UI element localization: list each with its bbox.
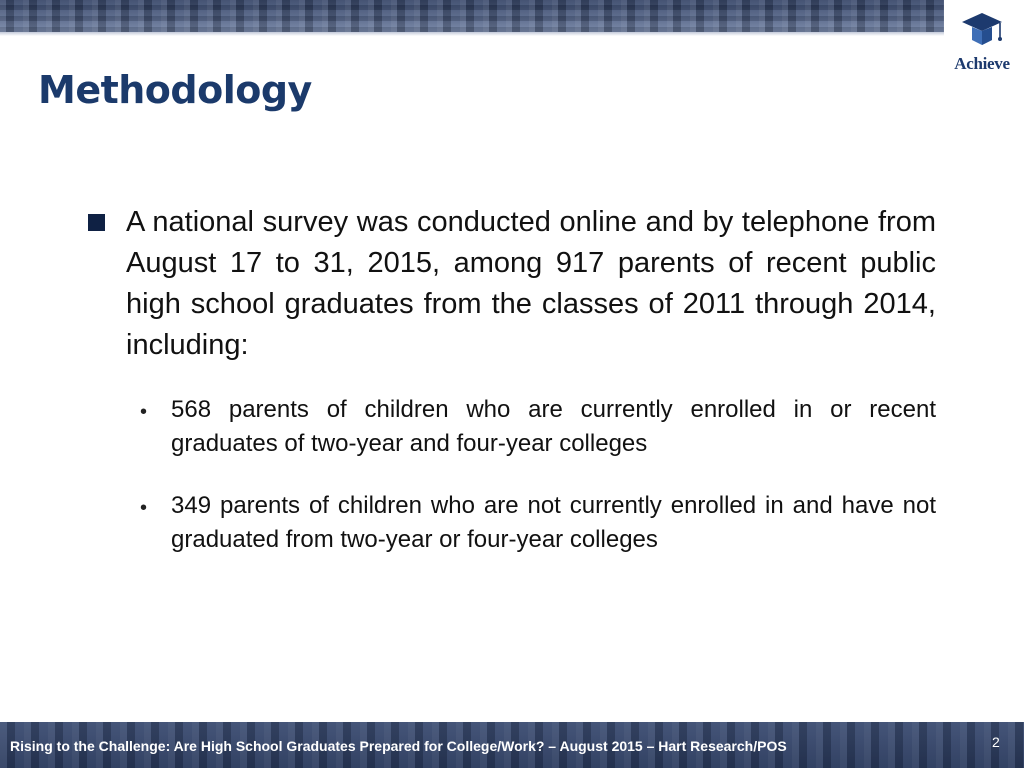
main-bullet <box>88 202 936 366</box>
sub-bullet-item <box>140 489 936 557</box>
header-photo-banner <box>0 0 944 32</box>
achieve-graduation-cap-icon <box>946 10 1018 56</box>
square-bullet-icon <box>88 214 105 231</box>
dot-bullet-icon: • <box>140 401 148 423</box>
achieve-logo <box>946 10 1018 74</box>
dot-bullet-icon: • <box>140 497 148 519</box>
sub-bullet-list <box>140 393 936 585</box>
logo-wordmark: Achieve <box>954 54 1010 73</box>
main-bullet-text: A national survey was conducted online and by telephone from August 17 to 31, 2015, among 917 parents of recent public high school graduates from the classes of 2011 through 2014, including: <box>126 206 936 361</box>
sub-bullet-text: 349 parents of children who are not currently enrolled in and have not graduated from two-year or four-year colleges <box>171 492 936 553</box>
sub-bullet-item <box>140 393 936 461</box>
header-banner-fade <box>0 32 944 36</box>
sub-bullet-text: 568 parents of children who are currently enrolled in or recent graduates of two-year and four-year colleges <box>171 396 936 457</box>
page-number: 2 <box>992 734 1000 750</box>
footer-bar <box>0 722 1024 768</box>
footer-caption: Rising to the Challenge: Are High School Graduates Prepared for College/Work? – August 2015 – Hart Research/POS <box>10 738 787 754</box>
slide-title: Methodology <box>38 68 312 112</box>
